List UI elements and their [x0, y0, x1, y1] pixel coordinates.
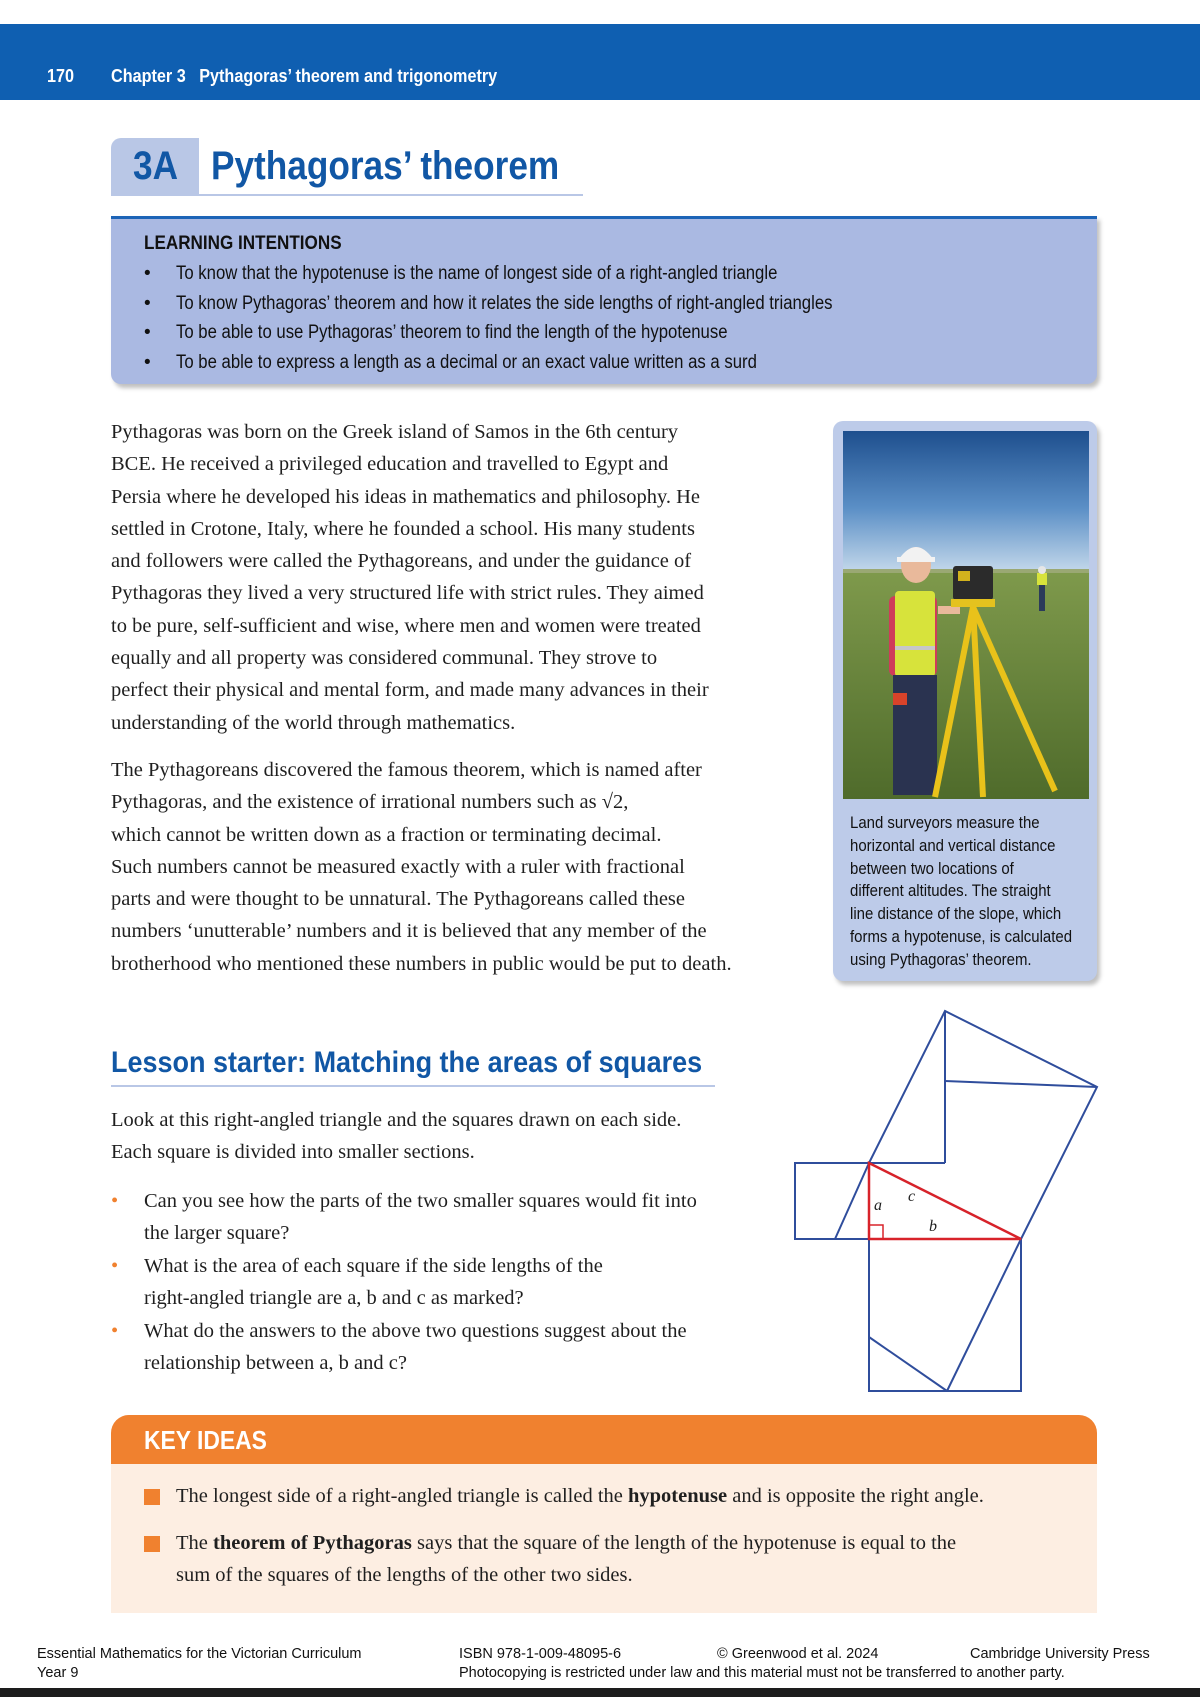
page-number: 170 [47, 66, 75, 86]
label-c: c [908, 1188, 916, 1205]
starter-question: • What do the answers to the above two questions suggest about the relationship between a, b and c? [111, 1320, 687, 1374]
intro-paragraph-1: Pythagoras was born on the Greek island of Samos in the 6th century BCE. He received a privileged education and travelled to Egypt and Persia where he developed his ideas in mathematics and philosophy. He settled in Crotone, Italy, where he founded a school. His many students and followers were called the Pythagoreans, and under the guidance of Pythagoras they lived a very structured life with strict rules. They aimed to be pure, self-sufficient and wise, where men and women were treated equally and all property was considered communal. They strove to perfect their physical and mental form, and made many advances in their understanding of the world through mathematics. [111, 421, 709, 734]
key-idea-1: The longest side of a right-angled triangle is called the hypotenuse and is opposite the right angle. [144, 1480, 984, 1512]
key-ideas-box [111, 1415, 1097, 1613]
intro-paragraph-2: The Pythagoreans discovered the famous theorem, which is named after Pythagoras, and the existence of irrational numbers such as √2, which cannot be written down as a fraction or terminating decimal. Such numbers cannot be measured exactly with a ruler with fractional parts and were thought to be unnatural. The Pythagoreans called these numbers ‘unutterable’ numbers and it is believed that any member of the brotherhood who mentioned these numbers in public would be put to death. [111, 758, 732, 975]
label-a: a [874, 1197, 882, 1214]
photo-caption: Land surveyors measure the horizontal and vertical distance between two locations of different altitudes. The straight line distance of the slope, which forms a hypotenuse, is calculated using Pythagoras’ theorem. [850, 813, 1073, 969]
square-on-side-b [869, 1239, 1021, 1391]
footer-publisher: Cambridge University Press [970, 1646, 1150, 1662]
learning-intentions-heading: LEARNING INTENTIONS [144, 233, 342, 254]
footer-isbn: ISBN 978-1-009-48095-6 [459, 1646, 622, 1662]
starter-question: • What is the area of each square if the side lengths of the right-angled triangle are a, b and c as marked? [111, 1255, 603, 1309]
footer-book: Essential Mathematics for the Victorian Curriculum [37, 1646, 362, 1662]
footer-year: Year 9 [37, 1665, 79, 1681]
label-b: b [929, 1218, 937, 1235]
square-on-side-a [795, 1163, 869, 1239]
lesson-starter-title: Lesson starter: Matching the areas of squares [111, 1046, 703, 1079]
photo-sidebar [833, 421, 1097, 981]
lesson-starter-intro: Look at this right-angled triangle and the squares drawn on each side. Each square is divided into smaller sections. [111, 1109, 682, 1163]
lesson-starter-questions [111, 1185, 697, 1380]
chapter-title: Chapter 3 Pythagoras’ theorem and trigonometry [111, 66, 498, 86]
square-bullet-icon [144, 1489, 160, 1505]
square-on-hypotenuse [869, 1011, 1097, 1239]
intro-text [111, 416, 811, 995]
pythagoras-squares-diagram [790, 1005, 1100, 1395]
bottom-bar [0, 1688, 1200, 1697]
square-bullet-icon [144, 1536, 160, 1552]
page-header [0, 24, 1200, 100]
key-ideas-heading: KEY IDEAS [144, 1425, 267, 1455]
footer-notice: Photocopying is restricted under law and this material must not be transferred to another party. [459, 1665, 1065, 1681]
section-code: 3A [133, 144, 179, 188]
right-triangle [869, 1163, 1021, 1239]
key-idea-2: The theorem of Pythagoras says that the square of the length of the hypotenuse is equal to the sum of the squares of the lengths of the other two sides. [144, 1527, 956, 1591]
key-ideas-header [111, 1415, 1097, 1464]
section-heading [111, 138, 583, 196]
section-title-underline [111, 194, 583, 196]
surveyor-photo [843, 431, 1089, 799]
learning-intentions-box: LEARNING INTENTIONS • To know that the hypotenuse is the name of longest side of a right-angled triangle • To know Pythagoras’ theorem and how it relates the side lengths of right-angled triangles • To be able to use Pythagoras’ theorem to find the length of the hypotenuse • To be able to express a length as a decimal or an exact value written as a surd [111, 216, 1097, 384]
section-title: Pythagoras’ theorem [211, 144, 560, 188]
footer-copyright: © Greenwood et al. 2024 [717, 1646, 879, 1662]
starter-question: • Can you see how the parts of the two smaller squares would fit into the larger square? [111, 1190, 697, 1244]
lesson-starter-underline [111, 1085, 715, 1087]
